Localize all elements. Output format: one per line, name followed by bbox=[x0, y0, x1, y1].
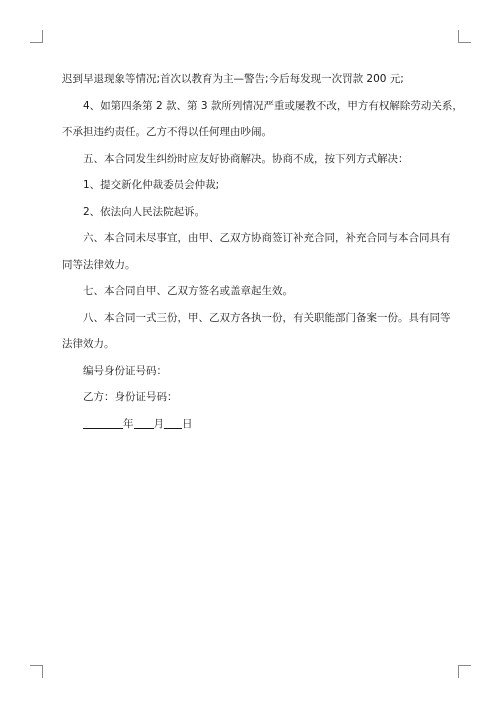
section-8-line-1: 八、本合同一式三份，甲、乙双方各执一份，有关职能部门备案一份。具有同等 bbox=[83, 311, 451, 324]
crop-mark-bottom-right bbox=[458, 665, 471, 678]
crop-mark-top-left bbox=[30, 30, 43, 43]
contract-body bbox=[62, 66, 463, 437]
clause-4-line-1: 4、如第四条第 2 款、第 3 款所列情况严重或屡教不改，甲方有权解除劳动关系， bbox=[83, 99, 463, 112]
id-number-label: 编号身份证号码： bbox=[83, 364, 167, 377]
year-label: 年 bbox=[123, 417, 134, 430]
crop-mark-top-right bbox=[458, 30, 471, 43]
section-6-line-1: 六、本合同未尽事宜，由甲、乙双方协商签订补充合同，补充合同与本合同具有 bbox=[83, 232, 451, 244]
section-7: 七、本合同自甲、乙双方签名或盖章起生效。 bbox=[83, 285, 293, 297]
section-6-line-2: 同等法律效力。 bbox=[62, 258, 136, 271]
month-blank bbox=[134, 416, 154, 429]
section-8-line-2: 法律效力。 bbox=[62, 338, 115, 350]
section-5-option-1: 1、提交新化仲裁委员会仲裁; bbox=[83, 179, 220, 191]
crop-mark-bottom-left bbox=[30, 665, 43, 678]
section-5-option-2: 2、依法向人民法院起诉。 bbox=[83, 205, 206, 218]
day-blank bbox=[164, 416, 182, 429]
party-b-id-label: 乙方：身份证号码： bbox=[83, 391, 178, 403]
paragraph-line: 迟到早退现象等情况;首次以教育为主—警告;今后每发现一次罚款 200 元; bbox=[62, 73, 404, 85]
clause-4-line-2: 不承担违约责任。乙方不得以任何理由吵闹。 bbox=[62, 126, 272, 138]
date-line bbox=[62, 411, 446, 438]
section-5-heading: 五、本合同发生纠纷时应友好协商解决。协商不成，按下列方式解决： bbox=[83, 152, 409, 165]
month-label: 月 bbox=[153, 417, 164, 430]
year-blank bbox=[83, 416, 123, 429]
day-label: 日 bbox=[182, 417, 193, 430]
